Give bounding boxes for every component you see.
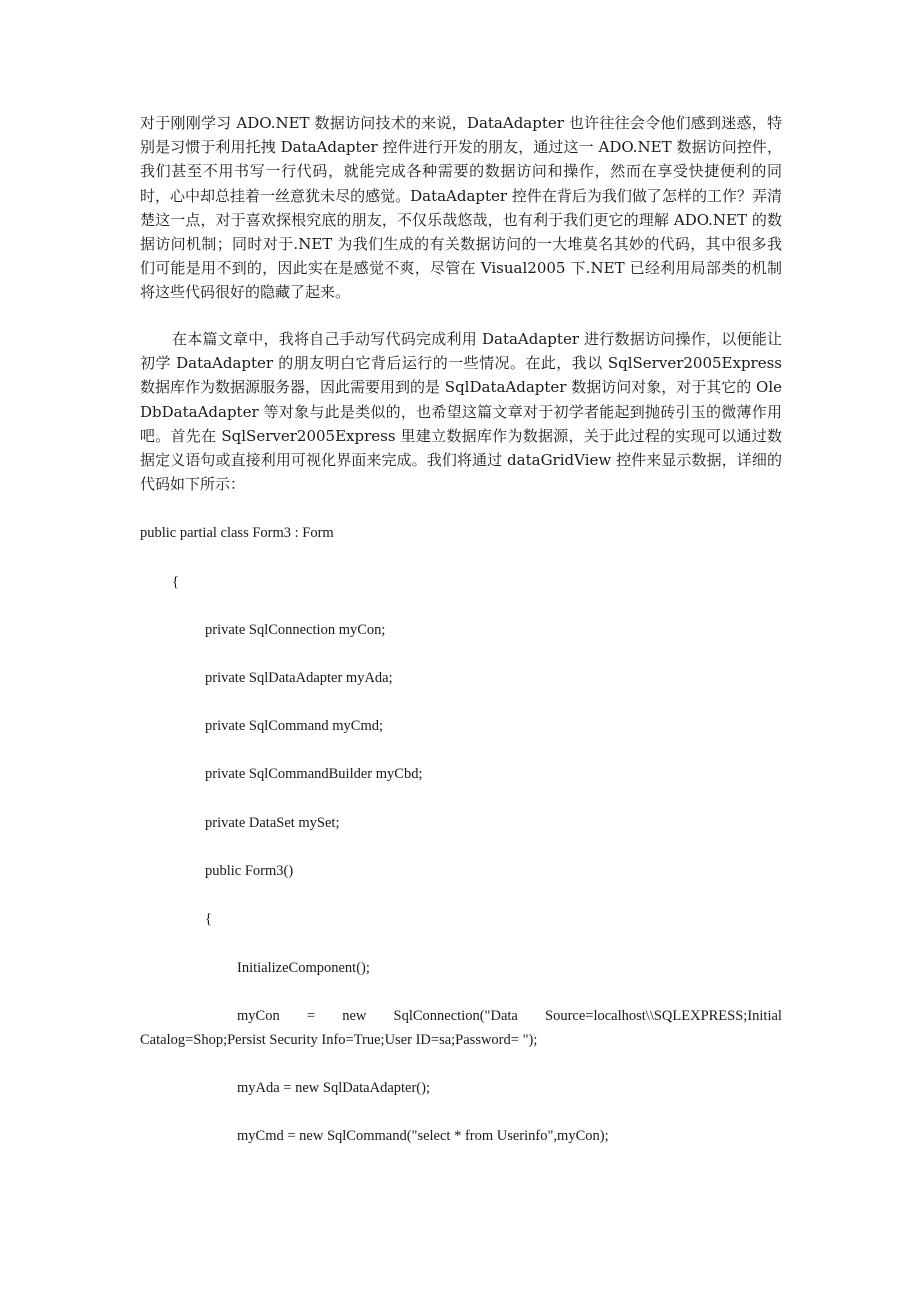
method-paragraph: 在本篇文章中，我将自己手动写代码完成利用 DataAdapter 进行数据访问操作，以便能让初学 DataAdapter 的朋友明白它背后运行的一些情况。在此，我以 SqlServer2005Express 数据库作为数据源服务器，因此需要用到的是 SqlDataAdapter 数据访问对象，对于其它的 OleDbDataAdapter 等对象与此是类似的，也希望这篇文章对于初学者能起到抛砖引玉的微薄作用吧。首先在 SqlServer2005Express 里建立数据库作为数据源，关于此过程的实现可以通过数据定义语句或直接利用可视化界面来完成。我们将通过 dataGridView 控件来显示数据，详细的代码如下所示： — [140, 330, 782, 494]
code-token: new — [342, 1008, 367, 1024]
code-class-open-brace: { — [172, 574, 179, 590]
code-field-command-builder: private SqlCommandBuilder myCbd; — [205, 766, 423, 782]
code-connection-assignment — [237, 1004, 782, 1028]
code-token: Source=localhost\\SQLEXPRESS;Initial — [545, 1008, 782, 1024]
code-constructor-open-brace: { — [205, 911, 212, 927]
code-constructor-declaration: public Form3() — [205, 863, 294, 879]
code-connection-continuation: Catalog=Shop;Persist Security Info=True;User ID=sa;Password= "); — [140, 1032, 538, 1048]
code-field-adapter: private SqlDataAdapter myAda; — [205, 670, 393, 686]
code-initialize-call: InitializeComponent(); — [237, 960, 370, 976]
code-token: SqlConnection("Data — [393, 1008, 518, 1024]
code-class-declaration: public partial class Form3 : Form — [140, 525, 334, 541]
code-field-command: private SqlCommand myCmd; — [205, 718, 384, 734]
code-token: myCon — [237, 1008, 280, 1024]
code-command-assignment: myCmd = new SqlCommand("select * from Userinfo",myCon); — [237, 1128, 609, 1144]
intro-paragraph: 对于刚刚学习 ADO.NET 数据访问技术的来说，DataAdapter 也许往往会令他们感到迷惑，特别是习惯于利用托拽 DataAdapter 控件进行开发的朋友，通过这一 ADO.NET 数据访问控件，我们甚至不用书写一行代码，就能完成各种需要的数据访问和操作，然而在享受快捷便利的同时，心中却总挂着一丝意犹未尽的感觉。DataAdapter 控件在背后为我们做了怎样的工作？弄清楚这一点，对于喜欢探根究底的朋友，不仅乐哉悠哉，也有利于我们更它的理解 ADO.NET 的数据访问机制；同时对于.NET 为我们生成的有关数据访问的一大堆莫名其妙的代码，其中很多我们可能是用不到的，因此实在是感觉不爽，尽管在 Visual2005 下.NET 已经利用局部类的机制将这些代码很好的隐藏了起来。 — [140, 114, 782, 302]
code-field-dataset: private DataSet mySet; — [205, 815, 340, 831]
code-field-connection: private SqlConnection myCon; — [205, 622, 386, 638]
code-adapter-assignment: myAda = new SqlDataAdapter(); — [237, 1080, 430, 1096]
code-token: = — [306, 1008, 316, 1024]
